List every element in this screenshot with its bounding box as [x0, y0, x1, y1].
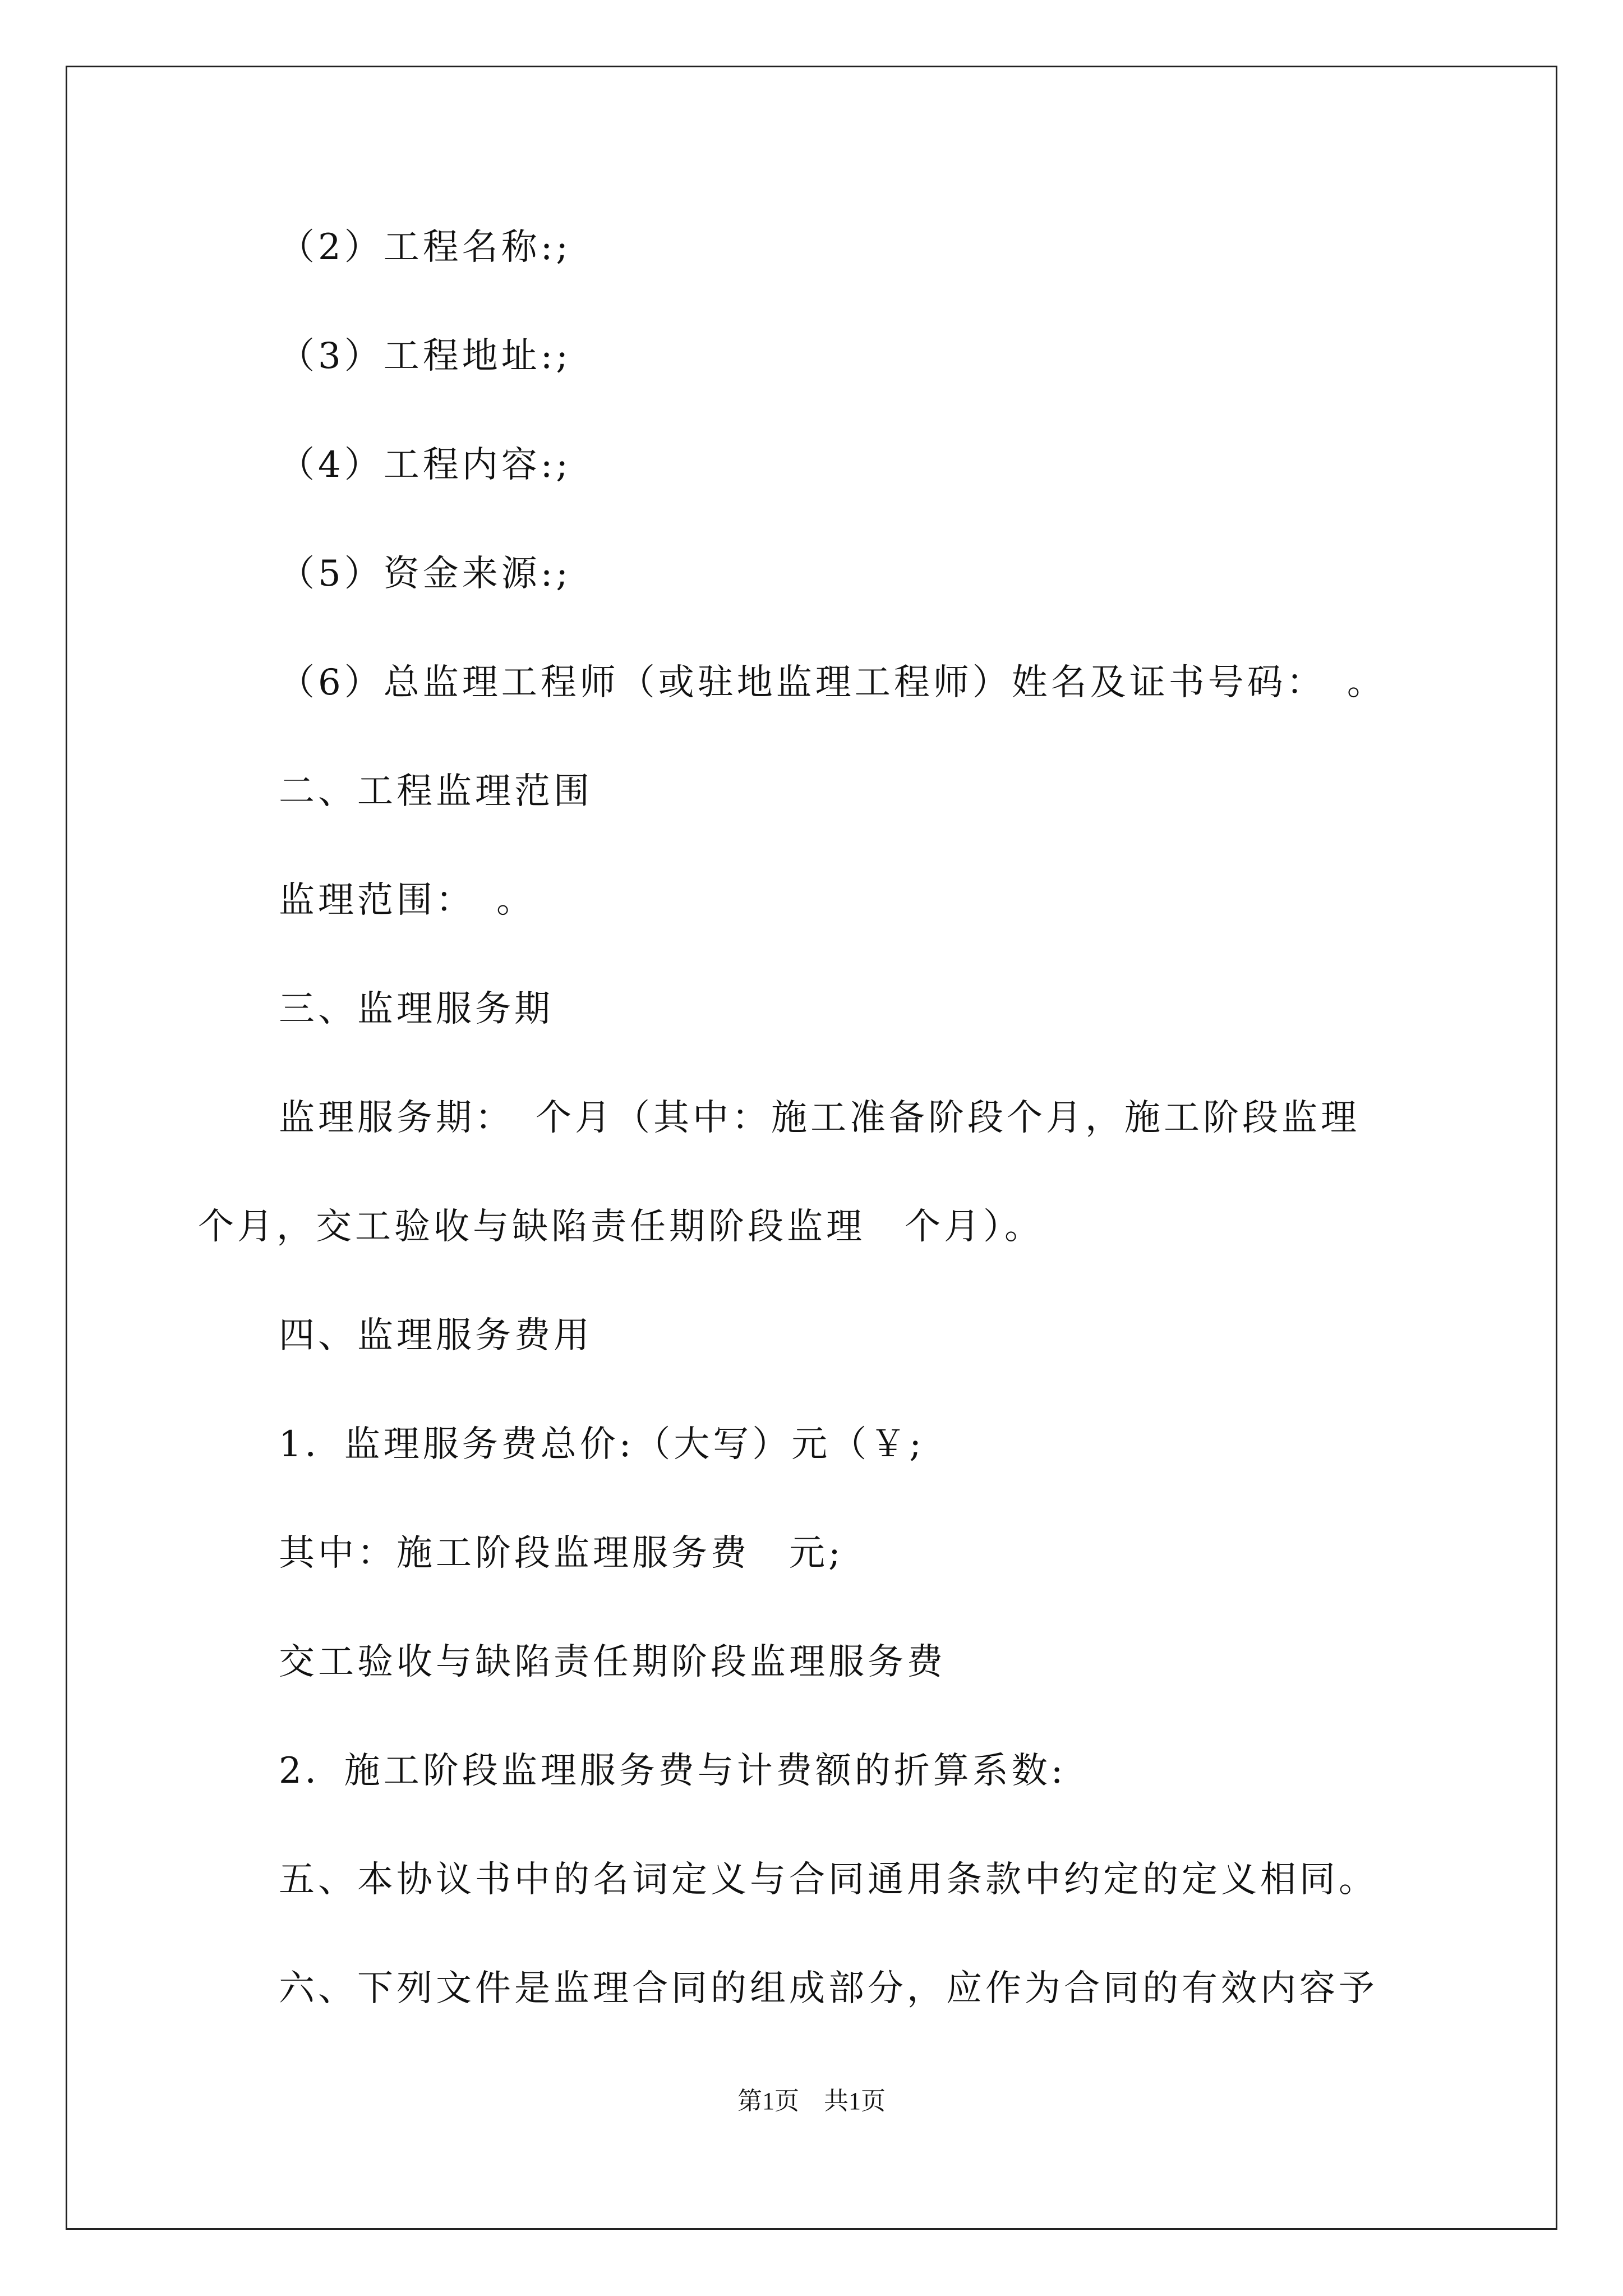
section-heading-scope: 二、工程监理范围: [279, 771, 593, 812]
page-border: [66, 66, 1557, 2230]
item-project-address: （3）工程地址:;: [279, 335, 571, 377]
item-chief-engineer: （6）总监理工程师（或驻地监理工程师）姓名及证书号码： 。: [279, 662, 1386, 703]
section-heading-period: 三、监理服务期: [279, 988, 554, 1030]
section-heading-fees: 四、监理服务费用: [279, 1315, 593, 1356]
period-text-line-2: 个月，交工验收与缺陷责任期阶段监理 个月）。: [198, 1206, 1044, 1248]
item-project-name: （2）工程名称:;: [279, 227, 571, 268]
page-footer: 第1页 共1页: [737, 2087, 886, 2115]
fee-construction: 其中：施工阶段监理服务费 元;: [279, 1533, 844, 1574]
fee-coefficient: 2．施工阶段监理服务费与计费额的折算系数:: [279, 1750, 1067, 1792]
scope-text: 监理范围： 。: [279, 880, 536, 921]
section-five: 五、本协议书中的名词定义与合同通用条款中约定的定义相同。: [279, 1859, 1378, 1901]
fee-acceptance: 交工验收与缺陷责任期阶段监理服务费: [279, 1641, 946, 1683]
fee-total: 1．监理服务费总价:（大写）元（￥;: [279, 1424, 925, 1465]
section-six: 六、下列文件是监理合同的组成部分，应作为合同的有效内容予: [279, 1968, 1378, 2009]
item-project-content: （4）工程内容:;: [279, 444, 571, 486]
period-text-line-1: 监理服务期： 个月（其中：施工准备阶段个月，施工阶段监理: [279, 1097, 1360, 1139]
item-funding-source: （5）资金来源:;: [279, 553, 571, 595]
